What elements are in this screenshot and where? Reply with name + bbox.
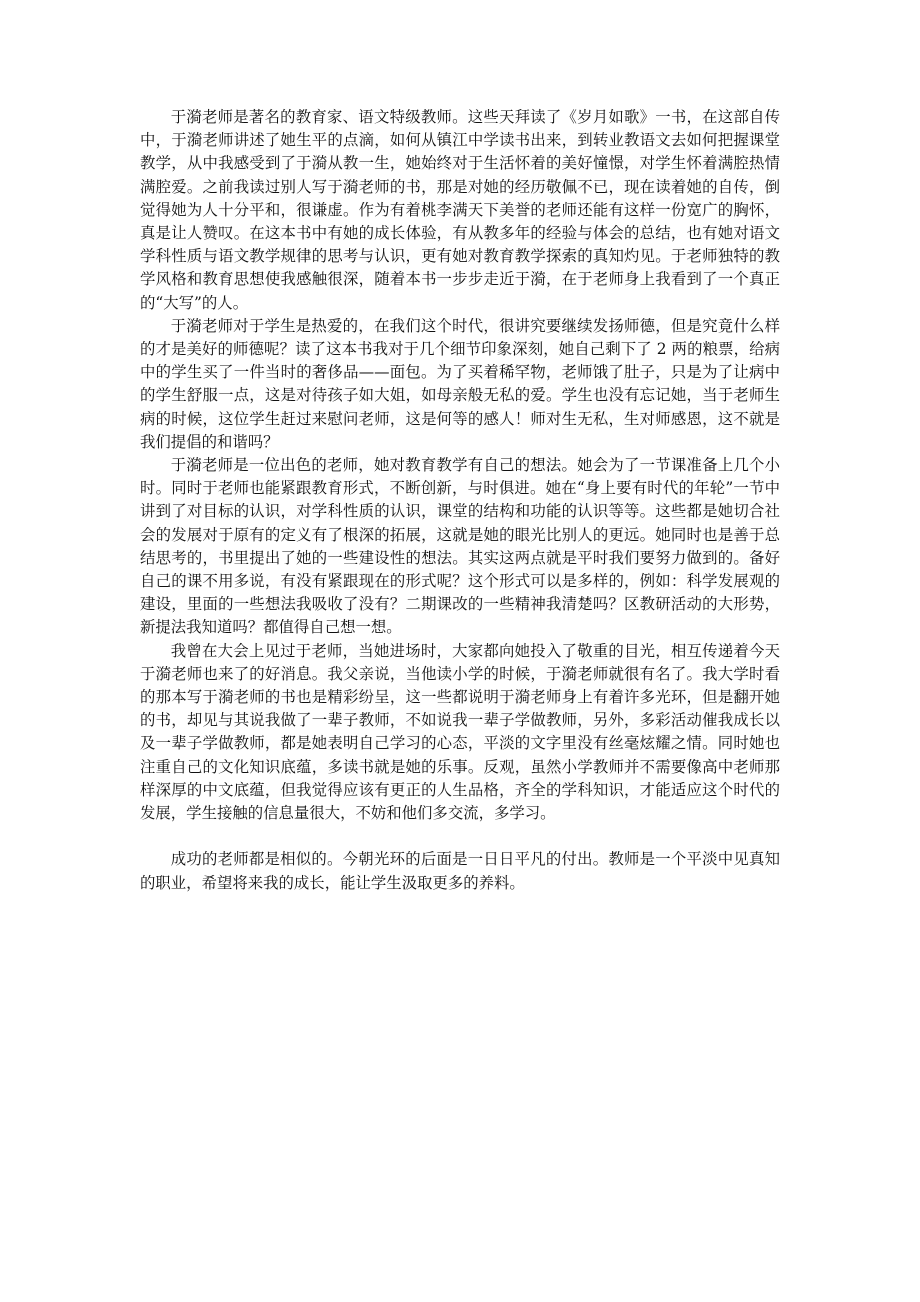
paragraph-4: 我曾在大会上见过于老师，当她进场时，大家都向她投入了敬重的目光，相互传递着今天于漪老师也来了的好消息。我父亲说，当他读小学的时候，于漪老师就很有名了。我大学时看的那本写于漪老师的书也是精彩纷呈，这一些都说明于漪老师身上有着许多光环，但是翻开她的书，却见与其说我做了一辈子教师，不如说我一辈子学做教师，另外，多彩活动催我成长以及一辈子学做教师，都是她表明自己学习的心态，平淡的文字里没有丝毫炫耀之情。同时她也注重自己的文化知识底蕴，多读书就是她的乐事。反观，虽然小学教师并不需要像高中老师那样深厚的中文底蕴，但我觉得应该有更正的人生品格，齐全的学科知识，才能适应这个时代的发展，学生接触的信息量很大，不妨和他们多交流，多学习。 <box>140 641 780 823</box>
paragraph-5: 成功的老师都是相似的。今朝光环的后面是一日日平凡的付出。教师是一个平淡中见真知的职业，希望将来我的成长，能让学生汲取更多的养料。 <box>140 850 780 892</box>
document-body <box>140 106 780 895</box>
paragraph-3: 于漪老师是一位出色的老师，她对教育教学有自己的想法。她会为了一节课准备上几个小时。同时于老师也能紧跟教育形式，不断创新，与时俱进。她在“身上要有时代的年轮”一节中讲到了对目标的认识，对学科性质的认识，课堂的结构和功能的认识等等。这些都是她切合社会的发展对于原有的定义有了根深的拓展，这就是她的眼光比别人的更远。她同时也是善于总结思考的，书里提出了她的一些建设性的想法。其实这两点就是平时我们要努力做到的。备好自己的课不用多说，有没有紧跟现在的形式呢？这个形式可以是多样的，例如：科学发展观的建设，里面的一些想法我吸收了没有？二期课改的一些精神我清楚吗？区教研活动的大形势，新提法我知道吗？都值得自己想一想。 <box>140 456 780 637</box>
paragraph-2: 于漪老师对于学生是热爱的，在我们这个时代，很讲究要继续发扬师德，但是究竟什么样的才是美好的师德呢？读了这本书我对于几个细节印象深刻，她自己剩下了 2 两的粮票，给病中的学生买了一件当时的奢侈品——面包。为了买着稀罕物，老师饿了肚子，只是为了让病中的学生舒服一点，这是对待孩子如大姐，如母亲般无私的爱。学生也没有忘记她，当于老师生病的时候，这位学生赶过来慰问老师，这是何等的感人！师对生无私，生对师感恩，这不就是我们提倡的和谐吗？ <box>140 316 780 451</box>
paragraph-1: 于漪老师是著名的教育家、语文特级教师。这些天拜读了《岁月如歌》一书，在这部自传中，于漪老师讲述了她生平的点滴，如何从镇江中学读书出来，到转业教语文去如何把握课堂教学，从中我感受到了于漪从教一生，她始终对于生活怀着的美好憧憬，对学生怀着满腔热情满腔爱。之前我读过别人写于漪老师的书，那是对她的经历敬佩不已，现在读着她的自传，倒觉得她为人十分平和，很谦虚。作为有着桃李满天下美誉的老师还能有这样一份宽广的胸怀，真是让人赞叹。在这本书中有她的成长体验，有从教多年的经验与体会的总结，也有她对语文学科性质与语文教学规律的思考与认识，更有她对教育教学探索的真知灼见。于老师独特的教学风格和教育思想使我感触很深，随着本书一步步走近于漪，在于老师身上我看到了一个真正的“大写”的人。 <box>140 108 780 312</box>
paragraph-spacer <box>140 825 780 848</box>
